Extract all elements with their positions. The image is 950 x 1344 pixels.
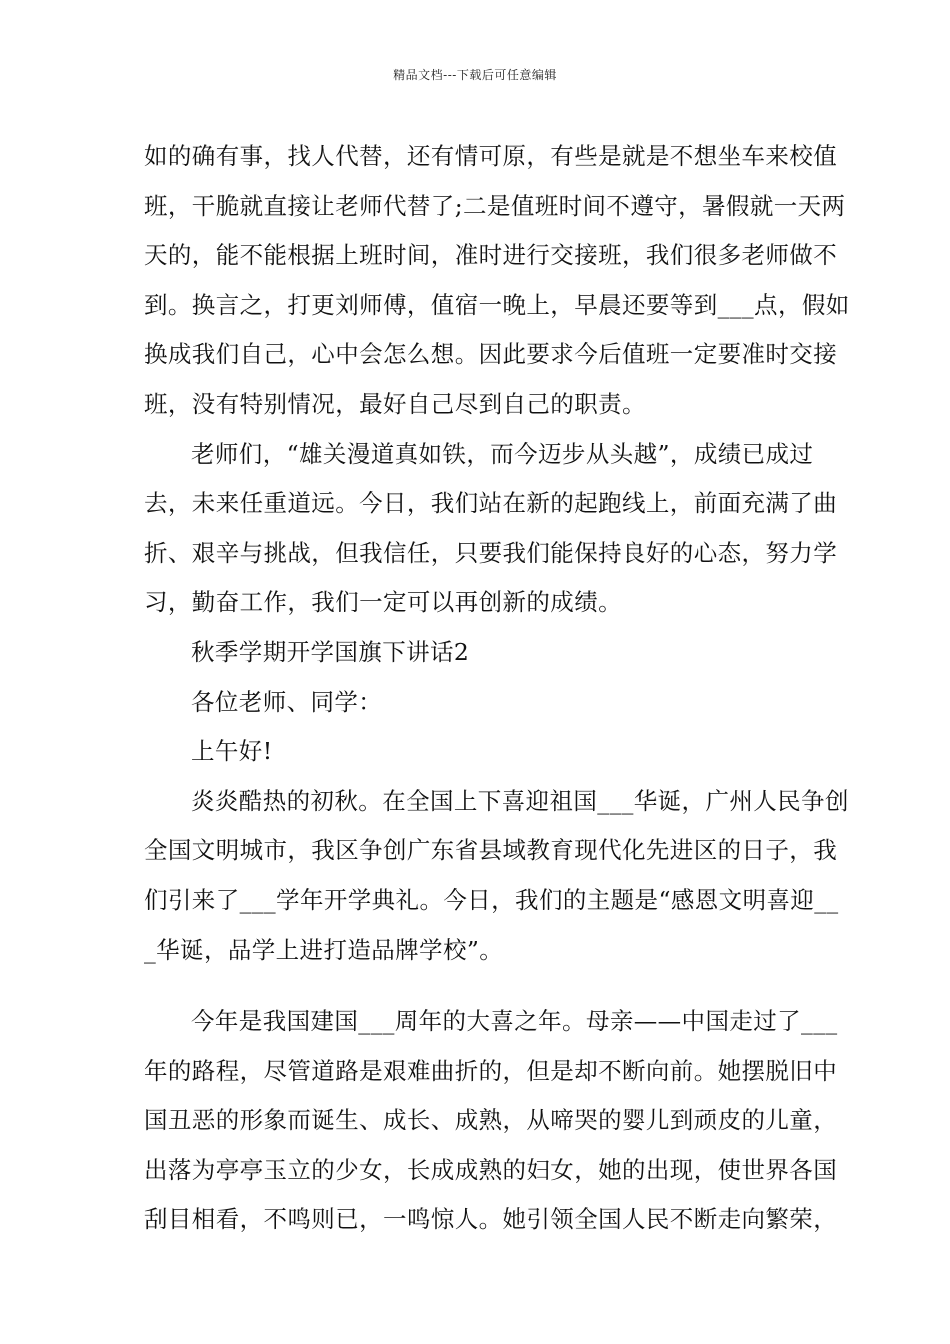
text-line: 刮目相看，不鸣则已，一鸣惊人。她引领全国人民不断走向繁荣，	[144, 1205, 838, 1234]
text-line: 国丑恶的形象而诞生、成长、成熟，从啼哭的婴儿到顽皮的儿童，	[144, 1106, 838, 1135]
paragraph-gap	[144, 975, 808, 997]
text-line: 班，没有特别情况，最好自己尽到自己的职责。	[144, 389, 646, 418]
text-line: 到。换言之，打更刘师傅，值宿一晚上，早晨还要等到___点，假如	[144, 290, 850, 319]
section-title: 秋季学期开学国旗下讲话2	[191, 637, 470, 666]
salutation: 各位老师、同学：	[191, 687, 383, 716]
text-line: _华诞，品学上进打造品牌学校”。	[144, 935, 504, 964]
text-line: 习，勤奋工作，我们一定可以再创新的成绩。	[144, 588, 622, 617]
text-line: 年的路程，尽管道路是艰难曲折的，但是却不断向前。她摆脱旧中	[144, 1056, 838, 1085]
text-line: 折、艰辛与挑战，但我信任，只要我们能保持良好的心态，努力学	[144, 538, 838, 567]
text-line: 出落为亭亭玉立的少女，长成成熟的妇女，她的出现，使世界各国	[144, 1155, 838, 1184]
text-line: 班，干脆就直接让老师代替了;二是值班时间不遵守，暑假就一天两	[144, 191, 846, 220]
text-line: 全国文明城市，我区争创广东省县域教育现代化先进区的日子，我	[144, 836, 838, 865]
paragraph-start: 老师们，“雄关漫道真如铁，而今迈步从头越”，成绩已成过	[191, 439, 814, 468]
text-line: 去，未来任重道远。今日，我们站在新的起跑线上，前面充满了曲	[144, 489, 838, 518]
page-header: 精品文档---下载后可任意编辑	[393, 68, 557, 82]
text-line: 如的确有事，找人代替，还有情可原，有些是就是不想坐车来校值	[144, 142, 838, 170]
document-body	[144, 132, 850, 1245]
text-line: 们引来了___学年开学典礼。今日，我们的主题是“感恩文明喜迎__	[144, 885, 839, 914]
greeting: 上午好!	[191, 737, 273, 766]
text-line: 天的，能不能根据上班时间，准时进行交接班，我们很多老师做不	[144, 241, 838, 270]
text-line: 换成我们自己，心中会怎么想。因此要求今后值班一定要准时交接	[144, 340, 838, 369]
paragraph-start: 炎炎酷热的初秋。在全国上下喜迎祖国___华诞，广州人民争创	[191, 786, 849, 815]
paragraph-start: 今年是我国建国___周年的大喜之年。母亲——中国走过了___	[191, 1007, 838, 1036]
